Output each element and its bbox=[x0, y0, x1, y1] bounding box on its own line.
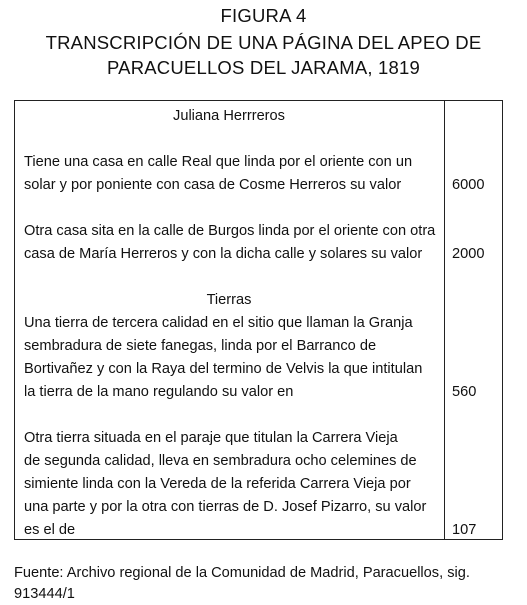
entry-line: casa de María Herreros y con la dicha calle y solares su valor bbox=[24, 246, 423, 262]
entry-value: 107 bbox=[452, 522, 477, 538]
entry-line: es el de bbox=[24, 522, 76, 538]
entry-line: la tierra de la mano regulando su valor en bbox=[24, 384, 294, 400]
owner-name: Juliana Herrreros bbox=[173, 108, 285, 124]
entry-line: una parte y por la otra con tierras de D. Josef Pizarro, su valor bbox=[24, 499, 427, 515]
figure-title-line-2: PARACUELLOS DEL JARAMA, 1819 bbox=[106, 57, 421, 78]
entry-line: Una tierra de tercera calidad en el sitio que llaman la Granja bbox=[24, 315, 413, 331]
entry-line: Bortivañez y con la Raya del termino de Velvis la que intitulan bbox=[24, 361, 423, 377]
entry-line: sembradura de siete fanegas, linda por el Barranco de bbox=[24, 338, 377, 354]
figure-number: FIGURA 4 bbox=[220, 5, 307, 26]
source-note bbox=[14, 563, 514, 605]
value-column-divider bbox=[444, 100, 445, 540]
entry-line: Otra tierra situada en el paraje que titulan la Carrera Vieja bbox=[24, 430, 398, 446]
entry-value: 2000 bbox=[452, 246, 485, 262]
figure-title-line-1: TRANSCRIPCIÓN DE UNA PÁGINA DEL APEO DE bbox=[45, 32, 482, 53]
entry-line: solar y por poniente con casa de Cosme Herreros su valor bbox=[24, 177, 402, 193]
entry-line: Otra casa sita en la calle de Burgos linda por el oriente con otra bbox=[24, 223, 436, 239]
entry-value: 6000 bbox=[452, 177, 485, 193]
entry-line: de segunda calidad, lleva en sembradura ocho celemines de bbox=[24, 453, 417, 469]
section-heading-tierras: Tierras bbox=[206, 292, 252, 308]
source-line-2: 913444/1 bbox=[14, 586, 75, 602]
source-line-1: Fuente: Archivo regional de la Comunidad de Madrid, Paracuellos, sig. bbox=[14, 565, 470, 581]
entry-value: 560 bbox=[452, 384, 477, 400]
entry-line: simiente linda con la Vereda de la referida Carrera Vieja por bbox=[24, 476, 411, 492]
entry-line: Tiene una casa en calle Real que linda por el oriente con un bbox=[24, 154, 413, 170]
